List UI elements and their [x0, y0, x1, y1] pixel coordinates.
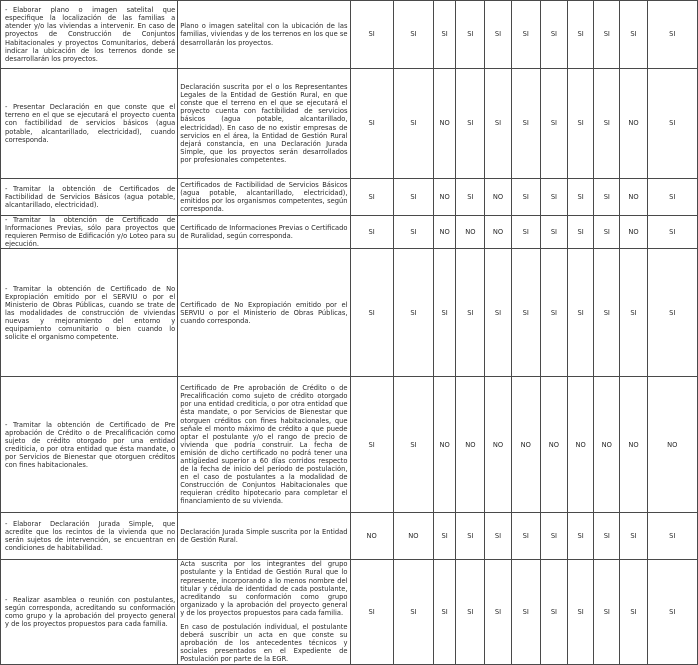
table-row	[1, 1, 698, 69]
applicability-cell: SI	[456, 1, 485, 69]
bullet-marker: -	[5, 284, 8, 293]
applicability-cell: SI	[568, 69, 594, 179]
document-text: Declaración suscrita por el o los Representantes Legales de la Entidad de Gestión Rural, en que conste que el terreno en el que se ejecutará el proyecto cuenta con factibilidad de servicios básicos (agua potable, alcantarillado, electricidad). En caso de no existir empresas de servicios en el área, la Entidad de Gestión Rural dejará constancia, en una Declaración Jurada Simple, que los proyectos serán desarrollados por profesionales competentes.	[180, 83, 348, 164]
applicability-cell: SI	[350, 216, 393, 249]
requirement-cell	[1, 1, 178, 69]
requirement-cell	[1, 249, 178, 377]
applicability-cell: SI	[647, 513, 697, 560]
bullet-marker: -	[5, 420, 8, 429]
applicability-cell: SI	[647, 1, 697, 69]
applicability-cell: SI	[456, 179, 485, 216]
applicability-cell: SI	[350, 249, 393, 377]
document-text: Plano o imagen satelital con la ubicación de las familias, viviendas y de los terrenos en los que se desarrollarán los proyectos.	[180, 22, 348, 47]
applicability-cell: SI	[568, 216, 594, 249]
applicability-cell: SI	[485, 560, 511, 664]
table-body	[1, 1, 698, 665]
applicability-cell: SI	[568, 560, 594, 664]
requirement-cell	[1, 513, 178, 560]
applicability-cell: SI	[434, 560, 456, 664]
bullet-marker: -	[5, 6, 8, 15]
applicability-cell: NO	[434, 69, 456, 179]
applicability-cell: SI	[485, 249, 511, 377]
document-cell	[178, 216, 350, 249]
applicability-cell: SI	[456, 249, 485, 377]
document-cell	[178, 179, 350, 216]
applicability-cell: SI	[620, 249, 647, 377]
applicability-cell: NO	[434, 179, 456, 216]
applicability-cell: SI	[594, 560, 620, 664]
applicability-cell: SI	[540, 1, 567, 69]
applicability-cell: SI	[620, 1, 647, 69]
requirement-text: Presentar Declaración en que conste que el terreno en el que se ejecutará el proyecto cuenta con factibilidad de servicios básicos (agua potable, alcantarillado, electricidad), cuando corresponda.	[5, 103, 176, 144]
applicability-cell: SI	[620, 560, 647, 664]
applicability-cell: SI	[350, 179, 393, 216]
applicability-cell: SI	[485, 513, 511, 560]
document-cell	[178, 513, 350, 560]
document-text: Certificado de No Expropiación emitido por el SERVIU o por el Ministerio de Obras Públicas, cuando corresponda.	[180, 300, 348, 325]
requirement-text: Tramitar la obtención de Certificado de Pre aprobación de Crédito o de Precalificación como sujeto de crédito otorgado por una entidad crediticia, o por otra entidad que ésta mandate, o por Servicios de Bienestar que otorguen créditos con fines habitacionales.	[5, 420, 176, 470]
bullet-marker: -	[5, 184, 8, 193]
applicability-cell: SI	[540, 179, 567, 216]
table-row	[1, 560, 698, 664]
applicability-cell: SI	[647, 69, 697, 179]
applicability-cell: SI	[434, 513, 456, 560]
applicability-cell: NO	[620, 216, 647, 249]
applicability-cell: SI	[511, 1, 540, 69]
applicability-cell: SI	[456, 69, 485, 179]
applicability-cell: SI	[647, 216, 697, 249]
applicability-cell: SI	[350, 1, 393, 69]
applicability-cell: SI	[511, 513, 540, 560]
applicability-cell: NO	[511, 377, 540, 513]
applicability-cell: SI	[647, 179, 697, 216]
applicability-cell: NO	[456, 377, 485, 513]
applicability-cell: NO	[647, 377, 697, 513]
applicability-cell: NO	[434, 377, 456, 513]
applicability-cell: SI	[350, 69, 393, 179]
applicability-cell: SI	[511, 179, 540, 216]
applicability-cell: SI	[393, 216, 433, 249]
applicability-cell: SI	[350, 560, 393, 664]
requirement-cell	[1, 179, 178, 216]
requirement-text: Tramitar la obtención de Certificados de Factibilidad de Servicios Básicos (agua potable, alcantarillado, electricidad).	[5, 184, 176, 210]
applicability-cell: SI	[393, 1, 433, 69]
applicability-cell: NO	[620, 179, 647, 216]
requirement-cell	[1, 560, 178, 664]
document-text: En caso de postulación individual, el postulante deberá suscribir un acta en que conste su aprobación de los antecedentes técnicos y sociales presentados en el Expediente de Postulación por parte de la EGR.	[180, 623, 348, 664]
document-text: Certificados de Factibilidad de Servicios Básicos (agua potable, alcantarillado, electricidad), emitidos por los organismos competentes, según corresponda.	[180, 180, 348, 214]
applicability-cell: NO	[485, 377, 511, 513]
bullet-marker: -	[5, 595, 8, 604]
bullet-marker: -	[5, 520, 8, 529]
requirement-cell	[1, 216, 178, 249]
applicability-cell: NO	[540, 377, 567, 513]
applicability-cell: SI	[594, 69, 620, 179]
applicability-cell: SI	[594, 179, 620, 216]
applicability-cell: SI	[540, 560, 567, 664]
document-text: Certificado de Informaciones Previas o Certificado de Ruralidad, según corresponda.	[180, 224, 348, 241]
applicability-cell: SI	[456, 560, 485, 664]
applicability-cell: NO	[620, 69, 647, 179]
applicability-cell: NO	[456, 216, 485, 249]
applicability-cell: NO	[434, 216, 456, 249]
applicability-cell: SI	[350, 377, 393, 513]
applicability-cell: SI	[647, 249, 697, 377]
applicability-cell: NO	[568, 377, 594, 513]
applicability-cell: SI	[568, 249, 594, 377]
bullet-marker: -	[5, 216, 8, 224]
applicability-cell: NO	[485, 216, 511, 249]
table-row	[1, 377, 698, 513]
applicability-cell: SI	[393, 377, 433, 513]
document-text: Declaración Jurada Simple suscrita por la Entidad de Gestión Rural.	[180, 528, 348, 545]
applicability-cell: SI	[485, 1, 511, 69]
document-text: Acta suscrita por los integrantes del grupo postulante y la Entidad de Gestión Rural que lo represente, incorporando a lo menos nombre del titular y cédula de identidad de cada postulante, acreditando su conformación como grupo organizado y la aprobación del proyecto general y de los proyectos propuestos para cada familia.	[180, 560, 348, 617]
requirement-text: Tramitar la obtención de Certificado de No Expropiación emitido por el SERVIU o por el Ministerio de Obras Públicas, cuando se trate de las modalidades de construcción de viviendas nuevas y mejoramiento del entorno y equipamiento comunitario o bien cuando lo solicite el organismo competente.	[5, 284, 176, 342]
applicability-cell: SI	[594, 513, 620, 560]
bullet-marker: -	[5, 103, 8, 112]
applicability-cell: SI	[594, 249, 620, 377]
table-row	[1, 513, 698, 560]
applicability-cell: SI	[540, 216, 567, 249]
document-cell	[178, 69, 350, 179]
applicability-cell: SI	[511, 69, 540, 179]
requirement-text: Tramitar la obtención de Certificado de Informaciones Previas, sólo para proyectos que requieren Permiso de Edificación y/o Loteo para su ejecución.	[5, 216, 176, 249]
requirement-text: Elaborar Declaración Jurada Simple, que acredite que los recintos de la vivienda que no serán sujetos de intervención, se encuentran en condiciones de habitabilidad.	[5, 520, 176, 553]
document-cell	[178, 377, 350, 513]
applicability-cell: SI	[393, 69, 433, 179]
document-cell	[178, 560, 350, 664]
applicability-cell: SI	[511, 216, 540, 249]
applicability-cell: NO	[393, 513, 433, 560]
table-row	[1, 249, 698, 377]
applicability-cell: SI	[434, 1, 456, 69]
applicability-cell: SI	[647, 560, 697, 664]
document-text: Certificado de Pre aprobación de Crédito o de Precalificación como sujeto de crédito otorgado por una entidad crediticia, o por otra entidad que ésta mandate, o por Servicios de Bienestar que otorguen créditos con fines habitacionales, que señale el monto máximo de crédito a que puede optar el postulante y/o el rango de precio de vivienda que podría construir. La fecha de emisión de dicho certificado no podrá tener una antigüedad superior a 60 días corridos respecto de la fecha de inicio del período de postulación, en el caso de postulantes a la modalidad de Construcción de Conjuntos Habitacionales que requieran crédito hipotecario para completar el financiamiento de su vivienda.	[180, 384, 348, 506]
table-row	[1, 216, 698, 249]
applicability-cell: SI	[540, 249, 567, 377]
applicability-cell: SI	[568, 1, 594, 69]
document-cell	[178, 249, 350, 377]
requirement-text: Elaborar plano o imagen satelital que especifique la localización de las familias a atender y/o las viviendas a intervenir. En caso de proyectos de Construcción de Conjuntos Habitacionales y proyectos Comunitarios, deberá indicar la ubicación de los terrenos donde se desarrollarán los proyectos.	[5, 6, 176, 63]
applicability-cell: SI	[568, 179, 594, 216]
applicability-cell: SI	[511, 560, 540, 664]
applicability-cell: SI	[594, 1, 620, 69]
applicability-cell: SI	[393, 560, 433, 664]
requirement-cell	[1, 377, 178, 513]
applicability-cell: SI	[485, 69, 511, 179]
applicability-cell: SI	[393, 249, 433, 377]
document-cell	[178, 1, 350, 69]
applicability-cell: SI	[511, 249, 540, 377]
table-row	[1, 179, 698, 216]
applicability-cell: SI	[540, 69, 567, 179]
applicability-cell: NO	[620, 377, 647, 513]
applicability-cell: SI	[393, 179, 433, 216]
requirement-cell	[1, 69, 178, 179]
applicability-cell: NO	[350, 513, 393, 560]
applicability-cell: NO	[594, 377, 620, 513]
applicability-cell: SI	[540, 513, 567, 560]
requirement-text: Realizar asamblea o reunión con postulantes, según corresponda, acreditando su conformación como grupo y la aprobación del proyecto general y de los proyectos propuestos para cada familia.	[5, 595, 176, 629]
applicability-cell: SI	[620, 513, 647, 560]
applicability-cell: NO	[485, 179, 511, 216]
applicability-cell: SI	[568, 513, 594, 560]
applicability-cell: SI	[434, 249, 456, 377]
applicability-cell: SI	[594, 216, 620, 249]
table-row	[1, 69, 698, 179]
applicability-cell: SI	[456, 513, 485, 560]
